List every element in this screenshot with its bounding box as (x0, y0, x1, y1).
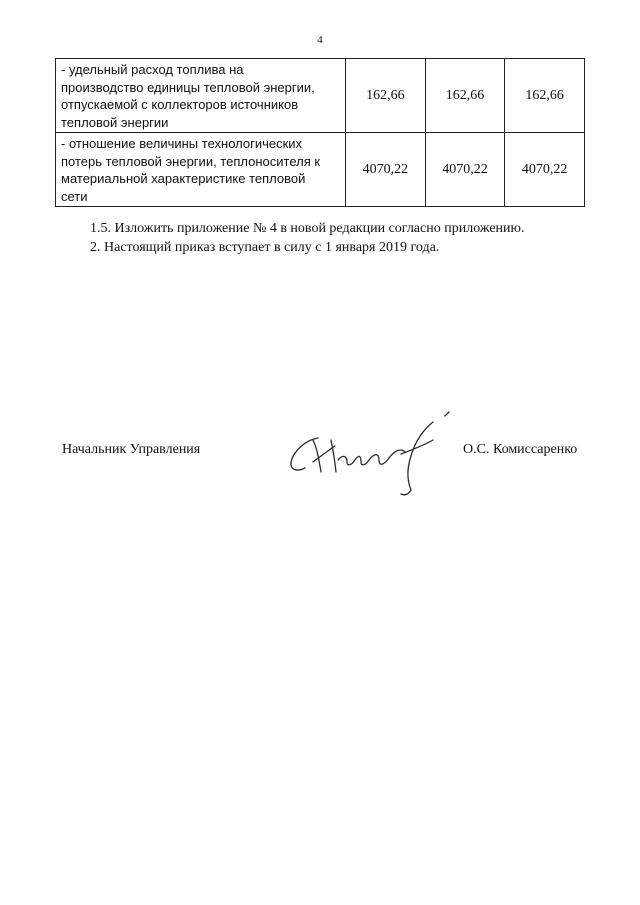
label-line: тепловой энергии (61, 114, 169, 130)
signer-position: Начальник Управления (62, 442, 201, 457)
paragraph-item-2: 2. Настоящий приказ вступает в силу с 1 января 2019 года. (90, 240, 440, 255)
paragraph-item-1-5: 1.5. Изложить приложение № 4 в новой редакции согласно приложению. (90, 221, 525, 236)
handwritten-signature (283, 410, 463, 505)
table-row (56, 59, 585, 133)
label-line: сети (61, 188, 88, 204)
table-cell-value: 162,66 (505, 59, 585, 133)
table-row-label (56, 133, 346, 207)
label-line: производство единицы тепловой энергии, (61, 79, 315, 95)
table-row (56, 133, 585, 207)
table-row-label (56, 59, 346, 133)
label-line: отпускаемой с коллекторов источников (61, 97, 299, 112)
table-cell-value: 162,66 (425, 59, 505, 133)
label-line: материальной характеристике тепловой (61, 171, 306, 186)
signer-name: О.С. Комиссаренко (463, 442, 578, 457)
label-line: потерь тепловой энергии, теплоносителя к (61, 153, 321, 169)
table-cell-value: 4070,22 (505, 133, 585, 207)
label-line: - отношение величины технологических (61, 136, 303, 151)
page-number: 4 (317, 34, 323, 46)
table-cell-value: 4070,22 (425, 133, 505, 207)
label-line: - удельный расход топлива на (61, 62, 244, 77)
table-cell-value: 4070,22 (346, 133, 426, 207)
parameters-table (55, 58, 585, 207)
table-cell-value: 162,66 (346, 59, 426, 133)
